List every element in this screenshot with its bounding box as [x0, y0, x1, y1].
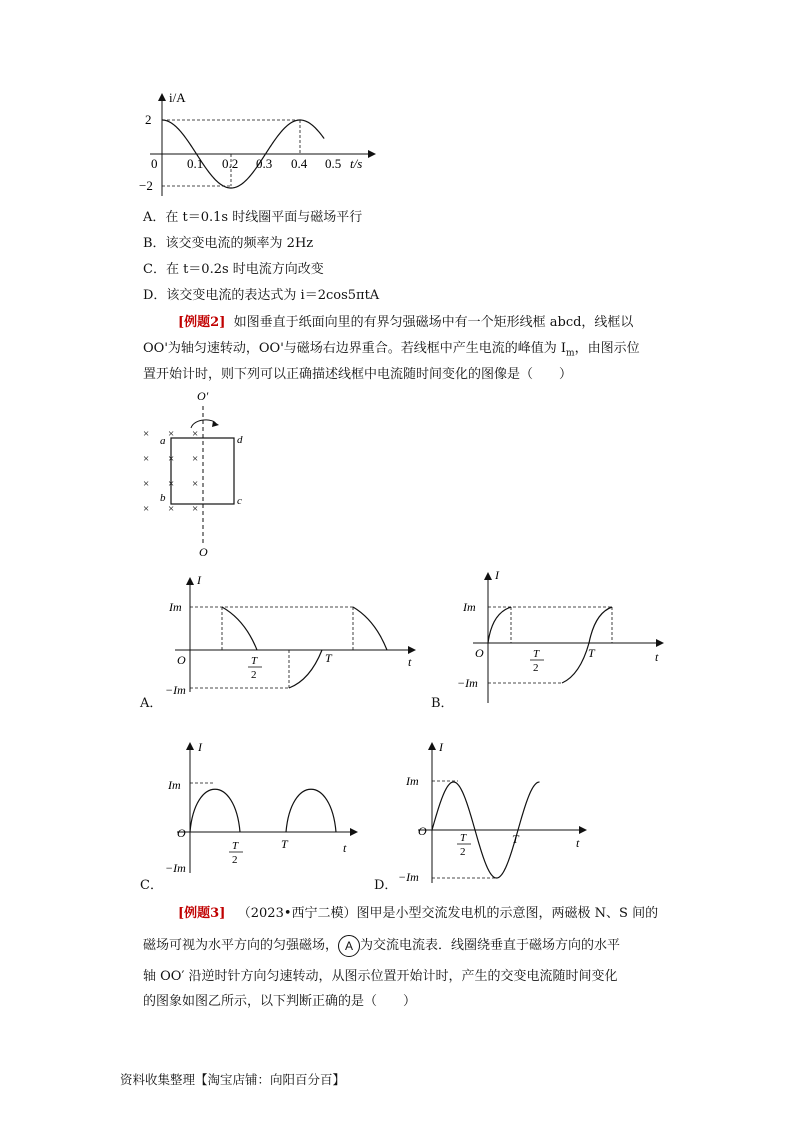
y-tick-neg2: −2	[139, 178, 153, 193]
origin-label: 0	[151, 156, 158, 171]
svg-text:t: t	[343, 841, 347, 855]
svg-text:×: ×	[143, 503, 150, 515]
svg-text:O: O	[418, 824, 427, 838]
corner-a: a	[160, 435, 166, 447]
svg-text:T: T	[325, 651, 332, 665]
x-tick-02: 0.2	[222, 156, 239, 171]
svg-text:T: T	[281, 837, 288, 851]
curve-c2	[286, 789, 336, 832]
svg-text:×: ×	[143, 478, 150, 490]
footer-note: 资料收集整理【淘宝店铺：向阳百分百】	[120, 1072, 346, 1087]
ammeter-icon: A	[338, 935, 360, 957]
option-d: D．该交变电流的表达式为 i＝2cos5πtA	[143, 288, 380, 303]
curve-a3	[353, 607, 387, 650]
svg-text:O: O	[177, 826, 186, 840]
axis-top-label: O′	[197, 389, 209, 403]
svg-text:×: ×	[168, 428, 175, 440]
svg-text:−Im: −Im	[165, 861, 186, 875]
option-a: A．在 t＝0.1s 时线圈平面与磁场平行	[143, 210, 363, 225]
option-b-letter: B．	[431, 696, 454, 711]
curve-a2	[289, 650, 322, 688]
svg-text:T: T	[533, 648, 540, 660]
corner-c: c	[237, 495, 242, 507]
y-axis-label: i/A	[169, 90, 186, 105]
svg-text:−Im: −Im	[398, 870, 419, 884]
corner-d: d	[237, 434, 243, 446]
curve-b2	[562, 607, 612, 683]
example2-line2: OO'为轴匀速转动，OO'与磁场右边界重合。若线框中产生电流的峰值为 $I_m$，由图示位	[143, 341, 640, 359]
svg-text:×: ×	[192, 503, 199, 515]
option-graph-d	[398, 735, 598, 885]
svg-text:2: 2	[533, 662, 539, 674]
svg-text:×: ×	[168, 503, 175, 515]
option-c-letter: C．	[140, 878, 163, 893]
x-tick-04: 0.4	[291, 156, 308, 171]
curve-b1	[488, 607, 511, 643]
svg-text:t: t	[655, 650, 659, 664]
svg-text:I: I	[198, 740, 202, 754]
svg-text:−Im: −Im	[457, 676, 478, 690]
svg-text:T: T	[588, 646, 595, 660]
option-graph-b	[455, 565, 670, 705]
svg-text:t: t	[408, 655, 412, 669]
svg-text:2: 2	[460, 846, 466, 858]
svg-text:−Im: −Im	[165, 683, 186, 697]
example2-tag: [例题2]	[178, 315, 226, 330]
x-tick-05: 0.5	[325, 156, 342, 171]
current-time-graph	[135, 88, 395, 203]
svg-text:×: ×	[143, 453, 150, 465]
x-tick-01: 0.1	[187, 156, 204, 171]
option-c: C．在 t＝0.2s 时电流方向改变	[143, 262, 324, 277]
svg-text:T: T	[251, 655, 258, 667]
svg-text:×: ×	[192, 428, 199, 440]
svg-text:Im: Im	[463, 600, 476, 614]
svg-text:×: ×	[192, 478, 199, 490]
svg-text:T: T	[512, 832, 519, 846]
curve-a1	[222, 607, 257, 650]
corner-b: b	[160, 492, 166, 504]
svg-text:t: t	[576, 836, 580, 850]
example3-line4: 的图象如图乙所示，以下判断正确的是（ ）	[143, 994, 417, 1009]
svg-text:I: I	[495, 568, 499, 582]
example3-line2: 磁场可视为水平方向的匀强磁场， A 为交流电流表．线圈绕垂直于磁场方向的水平	[143, 934, 620, 957]
option-a-letter: A．	[140, 696, 163, 711]
svg-text:×: ×	[168, 453, 175, 465]
y-tick-2: 2	[145, 112, 152, 127]
x-axis-label: t/s	[350, 156, 363, 171]
example3-line3: 轴 OO′ 沿逆时针方向匀速转动，从图示位置开始计时，产生的交变电流随时间变化	[143, 969, 618, 984]
svg-text:Im: Im	[168, 778, 181, 792]
svg-text:I: I	[197, 573, 201, 587]
option-graph-c	[165, 735, 365, 875]
svg-text:×: ×	[168, 478, 175, 490]
svg-text:O: O	[475, 646, 484, 660]
svg-text:T: T	[232, 840, 239, 852]
option-graph-a	[165, 570, 435, 700]
example3-tag: [例题3]	[178, 906, 226, 921]
svg-text:2: 2	[251, 669, 257, 681]
svg-text:×: ×	[192, 453, 199, 465]
svg-text:Im: Im	[406, 774, 419, 788]
svg-text:T: T	[460, 832, 467, 844]
x-tick-03: 0.3	[256, 156, 273, 171]
option-b: B．该交变电流的频率为 2Hz	[143, 236, 314, 251]
curve-c1	[190, 789, 240, 832]
coil-field-figure	[136, 388, 276, 563]
example3-line1: [例题3] （2023•西宁二模）图甲是小型交流发电机的示意图，两磁极 N、S 间的	[178, 906, 659, 921]
option-d-letter: D．	[374, 878, 398, 893]
svg-text:×: ×	[143, 428, 150, 440]
svg-text:Im: Im	[169, 600, 182, 614]
svg-text:I: I	[439, 740, 443, 754]
example2-line3: 置开始计时，则下列可以正确描述线框中电流随时间变化的图像是（ ）	[143, 367, 573, 382]
axis-bottom-label: O	[199, 545, 208, 559]
example2-line1: [例题2] 如图垂直于纸面向里的有界匀强磁场中有一个矩形线框 abcd，线框以	[178, 315, 634, 330]
svg-text:O: O	[177, 653, 186, 667]
svg-text:2: 2	[232, 854, 238, 866]
